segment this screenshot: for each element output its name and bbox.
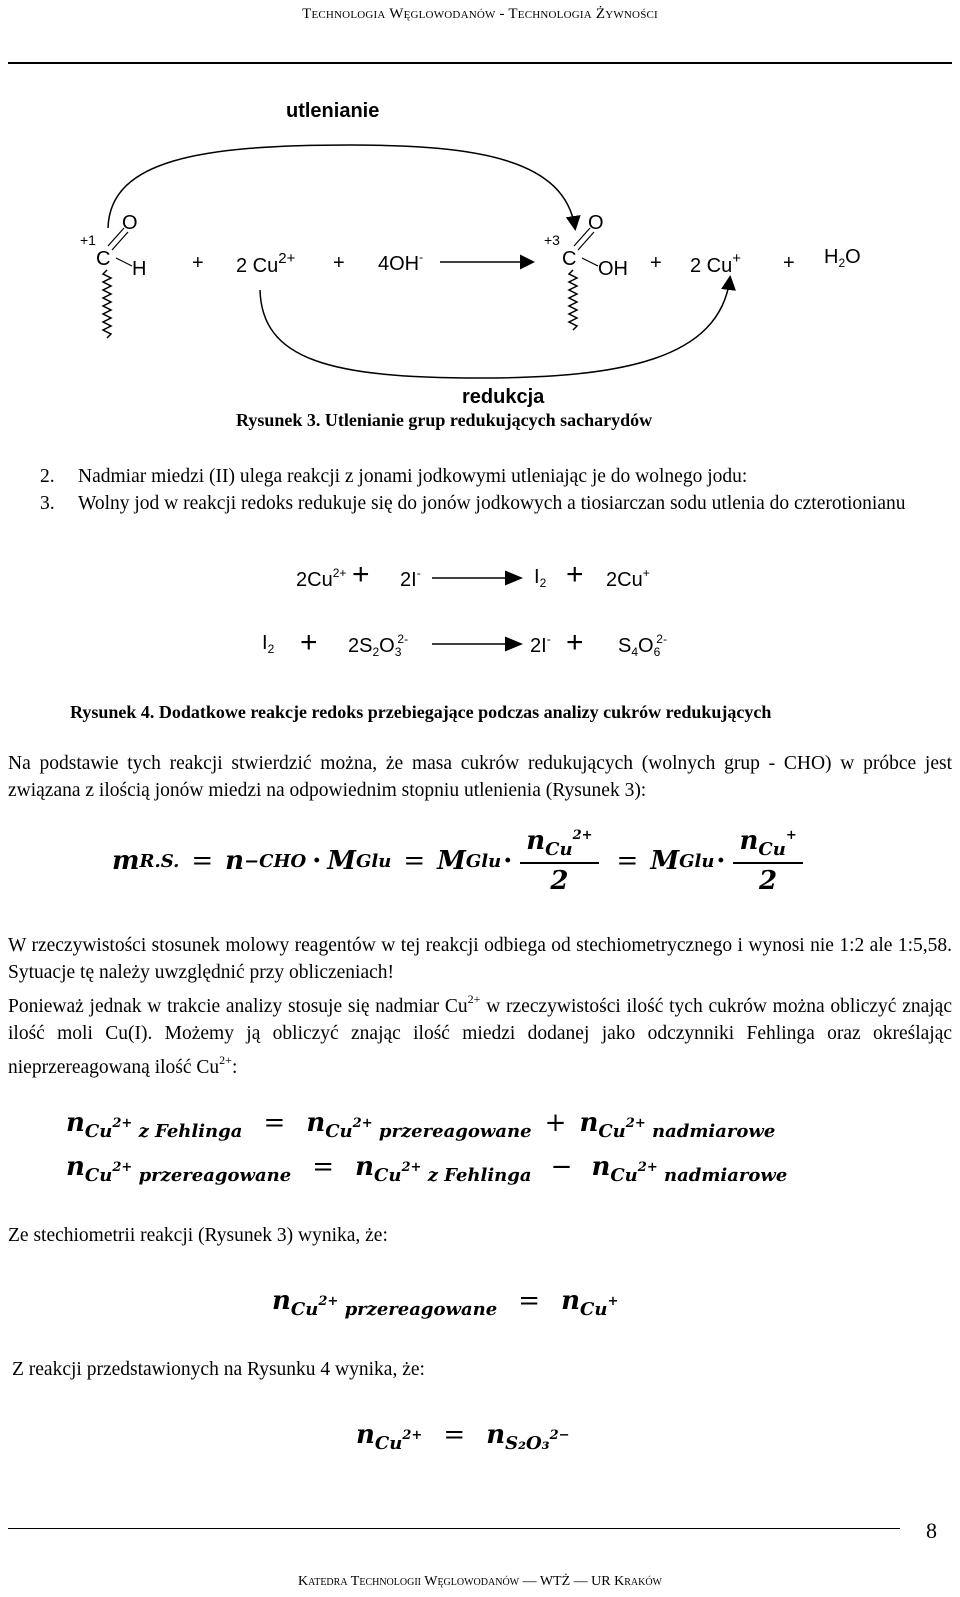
r1-plus-2: + [566,558,584,591]
oxidation-arrow [108,145,575,228]
equation-copper-balance-2: $n_{Cu^{2+} przereagowane} = n_{Cu^{2+} z Fehlinga} - n_{Cu^{2+} nadmiarowe}$ [66,1152,788,1186]
r2-plus-2: + [566,626,584,659]
r2-iodine: $I_2$ [262,632,275,656]
figure3-arrows [0,0,960,420]
footer-rule [8,1528,900,1529]
figure4-caption: Rysunek 4. Dodatkowe reakcje redoks przebiegające podczas analizy cukrów redukujących [70,702,772,722]
paragraph-2: W rzeczywistości stosunek molowy reagentów w tej reakcji odbiega od stechiometrycznego i wynosi nie 1:2 ale 1:5,58. Sytuacje tę należy uwzględnić przy obliczeniach! [8,935,952,983]
r1-iodide: 2I- [400,566,421,591]
product-water: $H_2O$ [824,246,861,270]
acid-o: O [588,212,604,234]
equation-thiosulfate: $n_{Cu^{2+}} = n_{S_2O_3^{2-}}$ [356,1420,570,1454]
oxidation-label: utlenianie [286,100,380,122]
reactant-copper-ii: 2 $Cu^{2+}$ [236,250,296,277]
reduction-label: redukcja [462,386,545,408]
page-header: Technologia Węglowodanów - Technologia Żywności [302,6,658,22]
aldehyde-o: O [122,212,138,234]
r2-tetrathionate: $S_4O_6^{2-}$ [618,632,667,659]
figure3-caption: Rysunek 3. Utlenianie grup redukujących sacharydów [236,410,653,430]
acid-oh: OH [598,258,628,280]
plus-1: + [192,252,204,274]
paragraph-4: Ze stechiometrii reakcji (Rysunek 3) wynika, że: [8,1225,388,1246]
ox-state-left: +1 [80,232,96,248]
list-item-2: 2. Nadmiar miedzi (II) ulega reakcji z jonami jodkowymi utleniając je do wolnego jodu: [40,466,748,487]
r1-iodine: $I_2$ [534,566,547,590]
equation-mass: m R.S. = n −CHO · M Glu = M Glu · $\frac{n_{Cu}^{2+}}{2}$ = M Glu · $\frac{n_{Cu}^+}{2}$ [112,826,809,896]
equation-stoichiometry: $n_{Cu^{2+} przereagowane} = n_{Cu^+}$ [272,1286,619,1320]
plus-3: + [650,252,662,274]
plus-4: + [783,252,795,274]
paragraph-5: Z reakcji przedstawionych na Rysunku 4 wynika, że: [12,1359,425,1380]
page-number: 8 [926,1518,937,1543]
product-copper-i: 2 Cu+ [690,250,742,277]
aldehyde-h: H [132,258,147,280]
list-item-3: 3. Wolny jod w reakcji redoks redukuje się do jonów jodkowych a tiosiarczan sodu utlenia do czterotionianu [40,493,906,514]
paragraph-3: Ponieważ jednak w trakcie analizy stosuje się nadmiar $Cu^{2+}$ w rzeczywistości ilość tych cukrów można obliczyć znając ilość moli Cu(I). Możemy ją obliczyć znając ilość miedzi dodanej jako odczynniki Fehlinga oraz określając nieprzereagowaną ilość $Cu^{2+}$: [8,992,952,1078]
figure4-arrows [0,560,960,670]
r1-copper-ii: $2Cu^{2+}$ [296,566,347,591]
plus-2: + [333,252,345,274]
reduction-arrow [260,278,730,378]
reactant-hydroxide: 4OH- [378,250,424,275]
equation-copper-balance-1: $n_{Cu^{2+} z Fehlinga} = n_{Cu^{2+} przereagowane} + n_{Cu^{2+} nadmiarowe}$ [66,1108,776,1142]
paragraph-1: Na podstawie tych reakcji stwierdzić można, że masa cukrów redukujących (wolnych grup - CHO) w próbce jest związana z ilością jonów miedzi na odpowiednim stopniu utlenienia (Rysunek 3): [8,753,952,801]
aldehyde-c: C [96,248,111,270]
r2-plus-1: + [300,626,318,659]
footer-text: Katedra Technologii Węglowodanów — WTŻ — UR Kraków [297,1574,662,1589]
r2-iodide: 2I- [530,632,551,657]
r1-plus-1: + [352,558,370,591]
acid-c: C [562,248,577,270]
chain-left [103,270,111,338]
ox-state-right: +3 [544,232,560,248]
chain-right [569,270,577,330]
r2-thiosulfate: $2S_2O_3^{2-}$ [348,632,409,659]
r1-copper-i: 2Cu+ [606,566,650,591]
